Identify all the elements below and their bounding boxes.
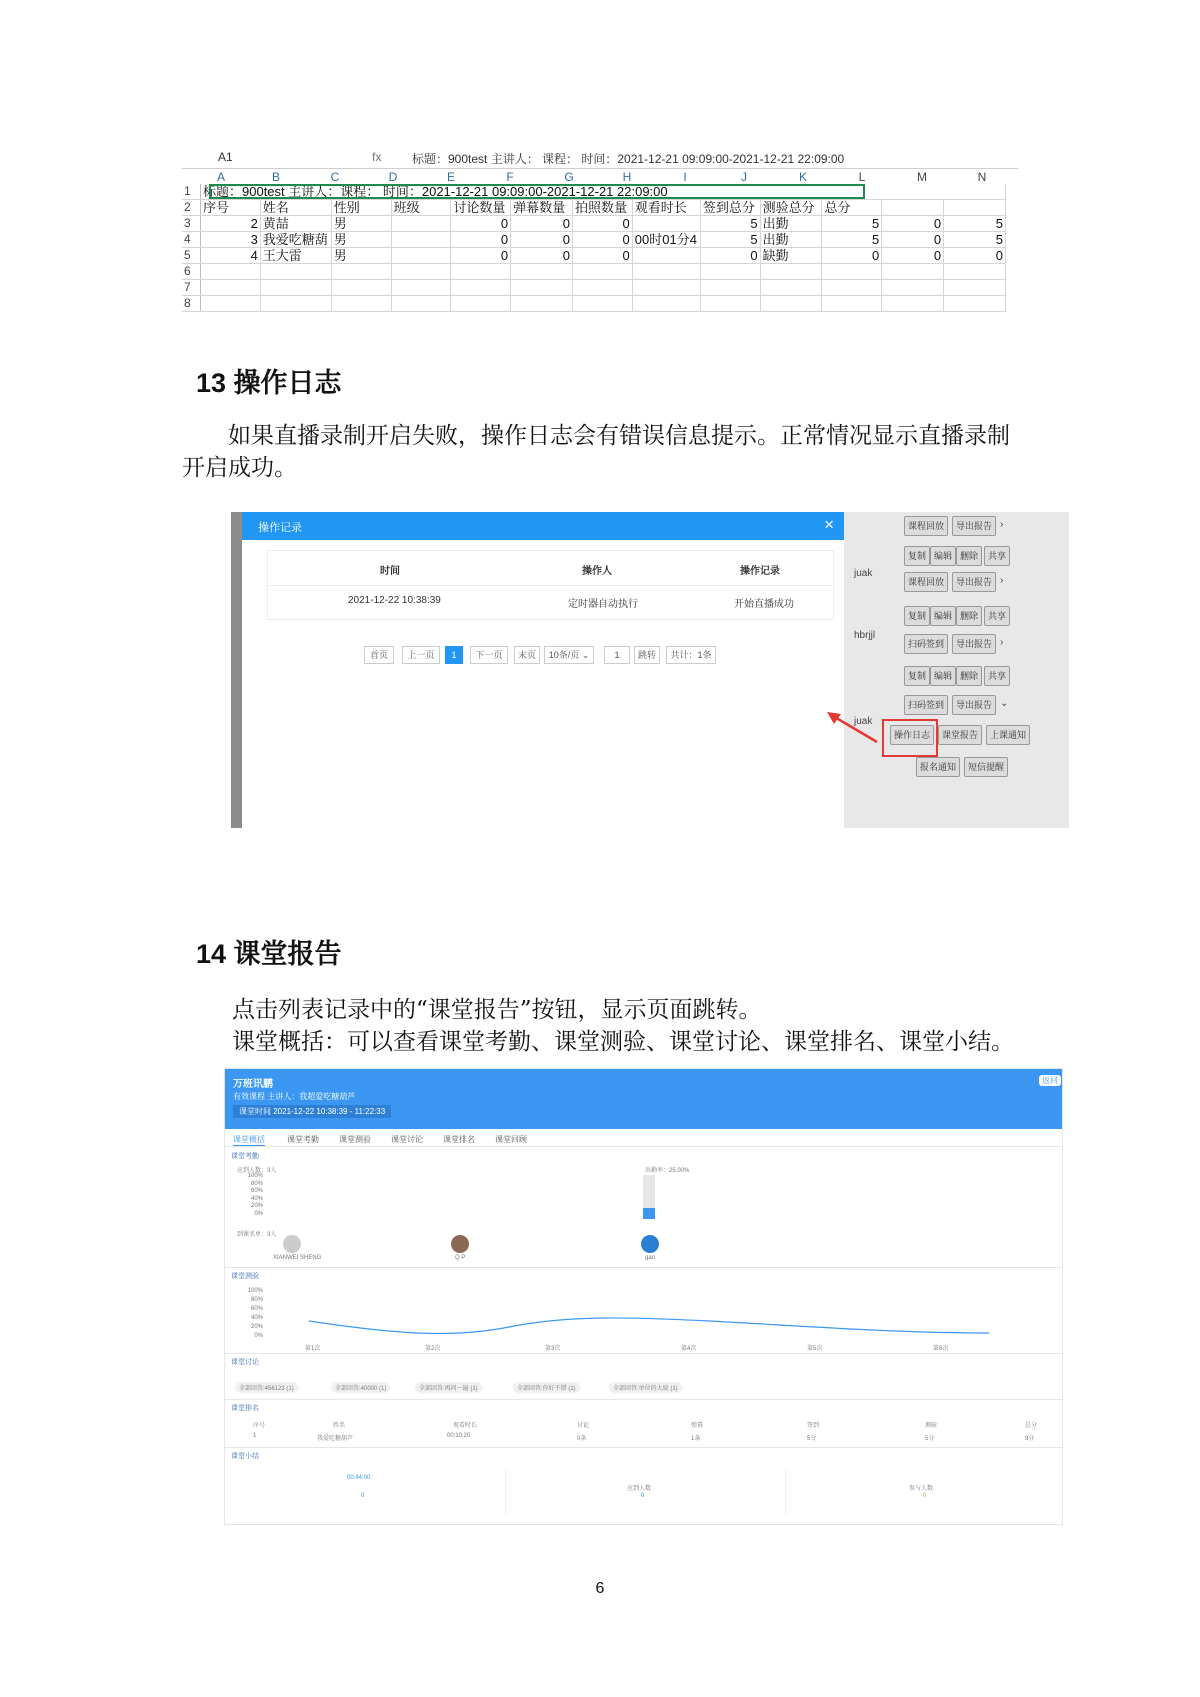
close-icon[interactable]: × (824, 515, 834, 534)
cell[interactable] (391, 232, 451, 248)
col-header: H (622, 170, 632, 184)
chevron-right-icon[interactable]: › (1000, 637, 1004, 648)
class-report-button[interactable]: 课堂报告 (938, 725, 982, 745)
export-report-button[interactable]: 导出报告 (952, 695, 996, 715)
col-time-header: 时间 (380, 566, 400, 577)
cell-reference: A1 (218, 150, 233, 164)
summary-duration: 00:44:00 (347, 1475, 371, 1481)
highlight-box (882, 719, 938, 757)
header-cell[interactable]: 总分 (822, 200, 882, 216)
student-name: Q.P (455, 1255, 466, 1261)
header-cell[interactable]: 测验总分 (760, 200, 822, 216)
rank-cell: 5分 (925, 1436, 935, 1442)
title-cell[interactable]: 标题：900test 主讲人：课程： 时间：2021-12-21 09:09:00-2021-12-21 22:09:00 (201, 184, 1006, 200)
col-header: I (683, 170, 687, 184)
scan-signin-button[interactable]: 扫码签到 (904, 695, 948, 715)
rank-cell: 5分 (807, 1436, 817, 1442)
row-number: 8 (182, 296, 201, 312)
cell[interactable]: 男 (331, 216, 391, 232)
dialog-titlebar (242, 512, 844, 540)
cell[interactable]: 5 (700, 216, 760, 232)
chevron-right-icon[interactable]: › (1000, 575, 1004, 586)
row-number: 5 (182, 248, 201, 264)
section-13-heading: 13 操作日志 (196, 368, 342, 398)
rank-cell: 9分 (1025, 1436, 1035, 1442)
cell[interactable]: 缺勤 (760, 248, 822, 264)
row-number: 1 (182, 184, 201, 200)
rank-header: 弹幕 (691, 1423, 704, 1429)
cell[interactable]: 王大雷 (260, 248, 331, 264)
row-number: 6 (182, 264, 201, 280)
cell[interactable]: 00时01分4 (632, 232, 700, 248)
pager-current[interactable]: 1 (445, 646, 463, 664)
sheet-grid (182, 184, 1006, 312)
cell[interactable]: 2 (201, 216, 261, 232)
rank-header: 讨论 (577, 1423, 590, 1429)
col-action-header: 操作记录 (740, 566, 780, 577)
page-input[interactable]: 1 (604, 646, 630, 664)
avatar (451, 1235, 469, 1253)
operation-log-button[interactable]: 操作日志 (890, 725, 934, 745)
user-label: juak (854, 716, 873, 727)
pager-jump[interactable]: 跳转 (634, 646, 660, 664)
page-number: 6 (595, 1580, 605, 1597)
section-quiz: 课堂测验 (231, 1273, 259, 1280)
col-header: B (271, 170, 280, 184)
fx-icon: fx (372, 150, 382, 164)
table-row (182, 232, 1006, 248)
cell[interactable]: 0 (700, 248, 760, 264)
formula-content: 标题：900test 主讲人： 课程： 时间：2021-12-21 09:09:00-2021-12-21 22:09:00 (412, 152, 845, 166)
copy-button[interactable]: 复制 (904, 606, 930, 626)
row-user: 定时器自动执行 (568, 599, 638, 610)
col-header: L (858, 170, 866, 184)
header-cell[interactable]: 签到总分 (700, 200, 760, 216)
attend-bar (643, 1208, 655, 1219)
cell[interactable]: 5 (822, 216, 882, 232)
share-button[interactable]: 共享 (984, 666, 1010, 686)
row-number: 7 (182, 280, 201, 296)
header-cell[interactable]: 姓名 (260, 200, 331, 216)
header-cell[interactable]: 班级 (391, 200, 451, 216)
col-header: F (506, 170, 514, 184)
class-notice-button[interactable]: 上课通知 (986, 725, 1030, 745)
cell[interactable]: 5 (944, 216, 1006, 232)
row-time: 2021-12-22 10:38:39 (348, 595, 441, 606)
quiz-line-chart (269, 1287, 1049, 1343)
cell[interactable]: 3 (201, 232, 261, 248)
discussion-tag: 全部回答:再问一遍 (1) (415, 1382, 482, 1393)
header-cell[interactable]: 讨论数量 (451, 200, 511, 216)
share-button[interactable]: 共享 (984, 606, 1010, 626)
quiz-axis: 100% 80% 60% 40% 20% 0% (247, 1288, 263, 1339)
quiz-x-label: 第5次 (807, 1346, 823, 1352)
replay-button[interactable]: 课程回放 (904, 572, 948, 592)
signup-notice-button[interactable]: 报名通知 (916, 757, 960, 777)
delete-button[interactable]: 删除 (956, 546, 982, 566)
avatar (641, 1235, 659, 1253)
tab-overview[interactable]: 课堂概括 (233, 1135, 265, 1144)
rank-header: 姓名 (333, 1423, 346, 1429)
cell[interactable]: 0 (822, 248, 882, 264)
col-header: D (388, 170, 398, 184)
export-report-button[interactable]: 导出报告 (952, 516, 996, 536)
log-table (267, 550, 834, 620)
col-header: G (564, 170, 574, 184)
class-report-screenshot (224, 1068, 1063, 1525)
cell[interactable]: 男 (331, 248, 391, 264)
rank-cell: 1 (253, 1433, 257, 1439)
rank-cell: 1条 (691, 1436, 701, 1442)
report-time: 课堂时间 2021-12-22 10:38:39 - 11:22:33 (233, 1105, 391, 1118)
pager-first[interactable]: 首页 (364, 646, 394, 664)
student-name: gao (645, 1255, 656, 1261)
cell[interactable]: 0 (451, 216, 511, 232)
col-user-header: 操作人 (582, 566, 612, 577)
tab-attendance[interactable]: 课堂考勤 (287, 1135, 319, 1144)
pager-total: 共计：1条 (666, 646, 716, 664)
cell[interactable]: 我爱吃糖葫 (260, 232, 331, 248)
cell[interactable]: 0 (511, 216, 573, 232)
cell[interactable]: 0 (882, 248, 944, 264)
row-action: 开始直播成功 (734, 599, 794, 610)
col-header: C (330, 170, 340, 184)
section-14-paragraph-1: 点击列表记录中的“课堂报告”按钮，显示页面跳转。 (232, 997, 762, 1023)
row-number: 4 (182, 232, 201, 248)
page-size-select[interactable]: 10条/页 ⌄ (544, 646, 594, 664)
summary-value: 0 (361, 1493, 365, 1499)
attend-axis: 100% 80% 60% 40% 20% 0% (247, 1173, 263, 1217)
section-attendance: 课堂考勤 (231, 1153, 259, 1160)
edit-button[interactable]: 编辑 (930, 606, 956, 626)
formula-bar (182, 150, 1018, 169)
cell[interactable] (391, 216, 451, 232)
arrived-list-label: 到课名单：3人 (237, 1232, 277, 1238)
col-header: E (446, 170, 455, 184)
tab-ranking[interactable]: 课堂排名 (443, 1135, 475, 1144)
tab-discussion[interactable]: 课堂讨论 (391, 1135, 423, 1144)
quiz-x-label: 第1次 (305, 1346, 321, 1352)
header-cell[interactable]: 拍照数量 (572, 200, 632, 216)
rank-cell: 0条 (577, 1436, 587, 1442)
report-title: 万班讯鹏 (233, 1079, 273, 1090)
avatar (283, 1235, 301, 1253)
header-cell[interactable]: 性别 (331, 200, 391, 216)
discussion-tag: 全部回答:456123 (1) (235, 1382, 298, 1393)
column-headers (182, 170, 1018, 184)
header-cell[interactable]: 弹幕数量 (511, 200, 573, 216)
tab-quiz[interactable]: 课堂测验 (339, 1135, 371, 1144)
cell[interactable] (632, 248, 700, 264)
cell[interactable]: 0 (572, 216, 632, 232)
row-number: 2 (182, 200, 201, 216)
delete-button[interactable]: 删除 (956, 666, 982, 686)
cell[interactable]: 0 (572, 232, 632, 248)
summary-value: 0 (923, 1493, 927, 1499)
cell[interactable]: 5 (944, 232, 1006, 248)
summary-label: 应到人数 (627, 1486, 652, 1492)
export-report-button[interactable]: 导出报告 (952, 572, 996, 592)
section-summary: 课堂小结 (231, 1453, 259, 1460)
rank-header: 总分 (1025, 1423, 1038, 1429)
chevron-right-icon[interactable]: › (1000, 519, 1004, 530)
cell[interactable]: 出勤 (760, 232, 822, 248)
share-button[interactable]: 共享 (984, 546, 1010, 566)
row-number: 3 (182, 216, 201, 232)
cell[interactable]: 0 (511, 248, 573, 264)
rank-cell: 00:10:20 (447, 1433, 471, 1439)
edit-button[interactable]: 编辑 (930, 546, 956, 566)
cell[interactable]: 0 (572, 248, 632, 264)
user-label: hbrjjl (854, 630, 876, 641)
copy-button[interactable]: 复制 (904, 666, 930, 686)
scan-signin-button[interactable]: 扫码签到 (904, 634, 948, 654)
section-ranking: 课堂排名 (231, 1405, 259, 1412)
cell[interactable]: 0 (451, 232, 511, 248)
section-14-heading: 14 课堂报告 (196, 939, 342, 969)
operation-log-dialog (242, 512, 844, 828)
student-name: XIANWEI SHENG (273, 1255, 322, 1261)
tab-review[interactable]: 课堂回顾 (495, 1135, 527, 1144)
table-row (182, 200, 1006, 216)
quiz-x-label: 第4次 (681, 1346, 697, 1352)
cell[interactable]: 男 (331, 232, 391, 248)
summary-label: 参与人数 (909, 1486, 934, 1492)
discussion-tag: 全部回答:40000 (1) (331, 1382, 390, 1393)
header-cell[interactable]: 观看时长 (632, 200, 700, 216)
cell[interactable]: 0 (944, 248, 1006, 264)
attend-rate: 出勤率：25.00% (645, 1168, 690, 1174)
copy-button[interactable]: 复制 (904, 546, 930, 566)
discussion-tag: 全部回答:单位的大厦 (1) (609, 1382, 682, 1393)
col-header: J (741, 170, 747, 184)
section-13-paragraph: 如果直播录制开启失败，操作日志会有错误信息提示。正常情况显示直播录制开启成功。 (182, 423, 1010, 481)
rank-header: 测验 (925, 1423, 938, 1429)
rank-header: 观看时长 (453, 1423, 478, 1429)
col-header: M (917, 170, 927, 184)
pager-prev[interactable]: 上一页 (402, 646, 440, 664)
chevron-down-icon[interactable]: ⌄ (1000, 698, 1009, 709)
cell[interactable]: 0 (882, 232, 944, 248)
cell[interactable]: 5 (822, 232, 882, 248)
cell[interactable]: 黄喆 (260, 216, 331, 232)
quiz-x-label: 第6次 (933, 1346, 949, 1352)
cell[interactable]: 0 (511, 232, 573, 248)
section-14-paragraph-2: 课堂概括：可以查看课堂考勤、课堂测验、课堂讨论、课堂排名、课堂小结。 (232, 1029, 1014, 1055)
summary-value: 0 (641, 1493, 645, 1499)
discussion-tag: 全部回答:你好不错 (1) (513, 1382, 580, 1393)
col-header: A (216, 170, 225, 184)
excel-screenshot (182, 150, 1018, 318)
operation-log-screenshot (231, 512, 1069, 828)
pager-last[interactable]: 末页 (514, 646, 540, 664)
cell[interactable]: 5 (700, 232, 760, 248)
cell[interactable]: 4 (201, 248, 261, 264)
attend-count: 应到人数：3人 (237, 1168, 277, 1174)
replay-button[interactable]: 课程回放 (904, 516, 948, 536)
cell[interactable] (632, 216, 700, 232)
cell[interactable]: 0 (451, 248, 511, 264)
col-header: N (977, 170, 987, 184)
table-row (182, 248, 1006, 264)
user-label: juak (854, 568, 873, 579)
cell[interactable]: 出勤 (760, 216, 822, 232)
selected-row-outline (209, 184, 865, 199)
red-arrow-icon (825, 710, 881, 746)
report-header (225, 1069, 1062, 1129)
quiz-x-label: 第3次 (545, 1346, 561, 1352)
delete-button[interactable]: 删除 (956, 606, 982, 626)
col-header: K (798, 170, 807, 184)
rank-header: 签到 (807, 1423, 820, 1429)
quiz-x-label: 第2次 (425, 1346, 441, 1352)
back-button[interactable]: 返回 (1039, 1075, 1061, 1086)
cell[interactable] (391, 248, 451, 264)
export-report-button[interactable]: 导出报告 (952, 634, 996, 654)
section-discussion: 课堂讨论 (231, 1359, 259, 1366)
edit-button[interactable]: 编辑 (930, 666, 956, 686)
sms-reminder-button[interactable]: 短信提醒 (964, 757, 1008, 777)
table-row (182, 216, 1006, 232)
dialog-title: 操作记录 (258, 522, 302, 534)
rank-header: 序号 (253, 1423, 266, 1429)
course-list-panel (844, 512, 1069, 828)
header-cell[interactable]: 序号 (201, 200, 261, 216)
rank-cell: 我爱吃糖葫芦 (317, 1436, 354, 1442)
report-subtitle: 有效课程 主讲人：我超爱吃糖葫芦 (233, 1092, 356, 1101)
pager-next[interactable]: 下一页 (470, 646, 508, 664)
cell[interactable]: 0 (882, 216, 944, 232)
